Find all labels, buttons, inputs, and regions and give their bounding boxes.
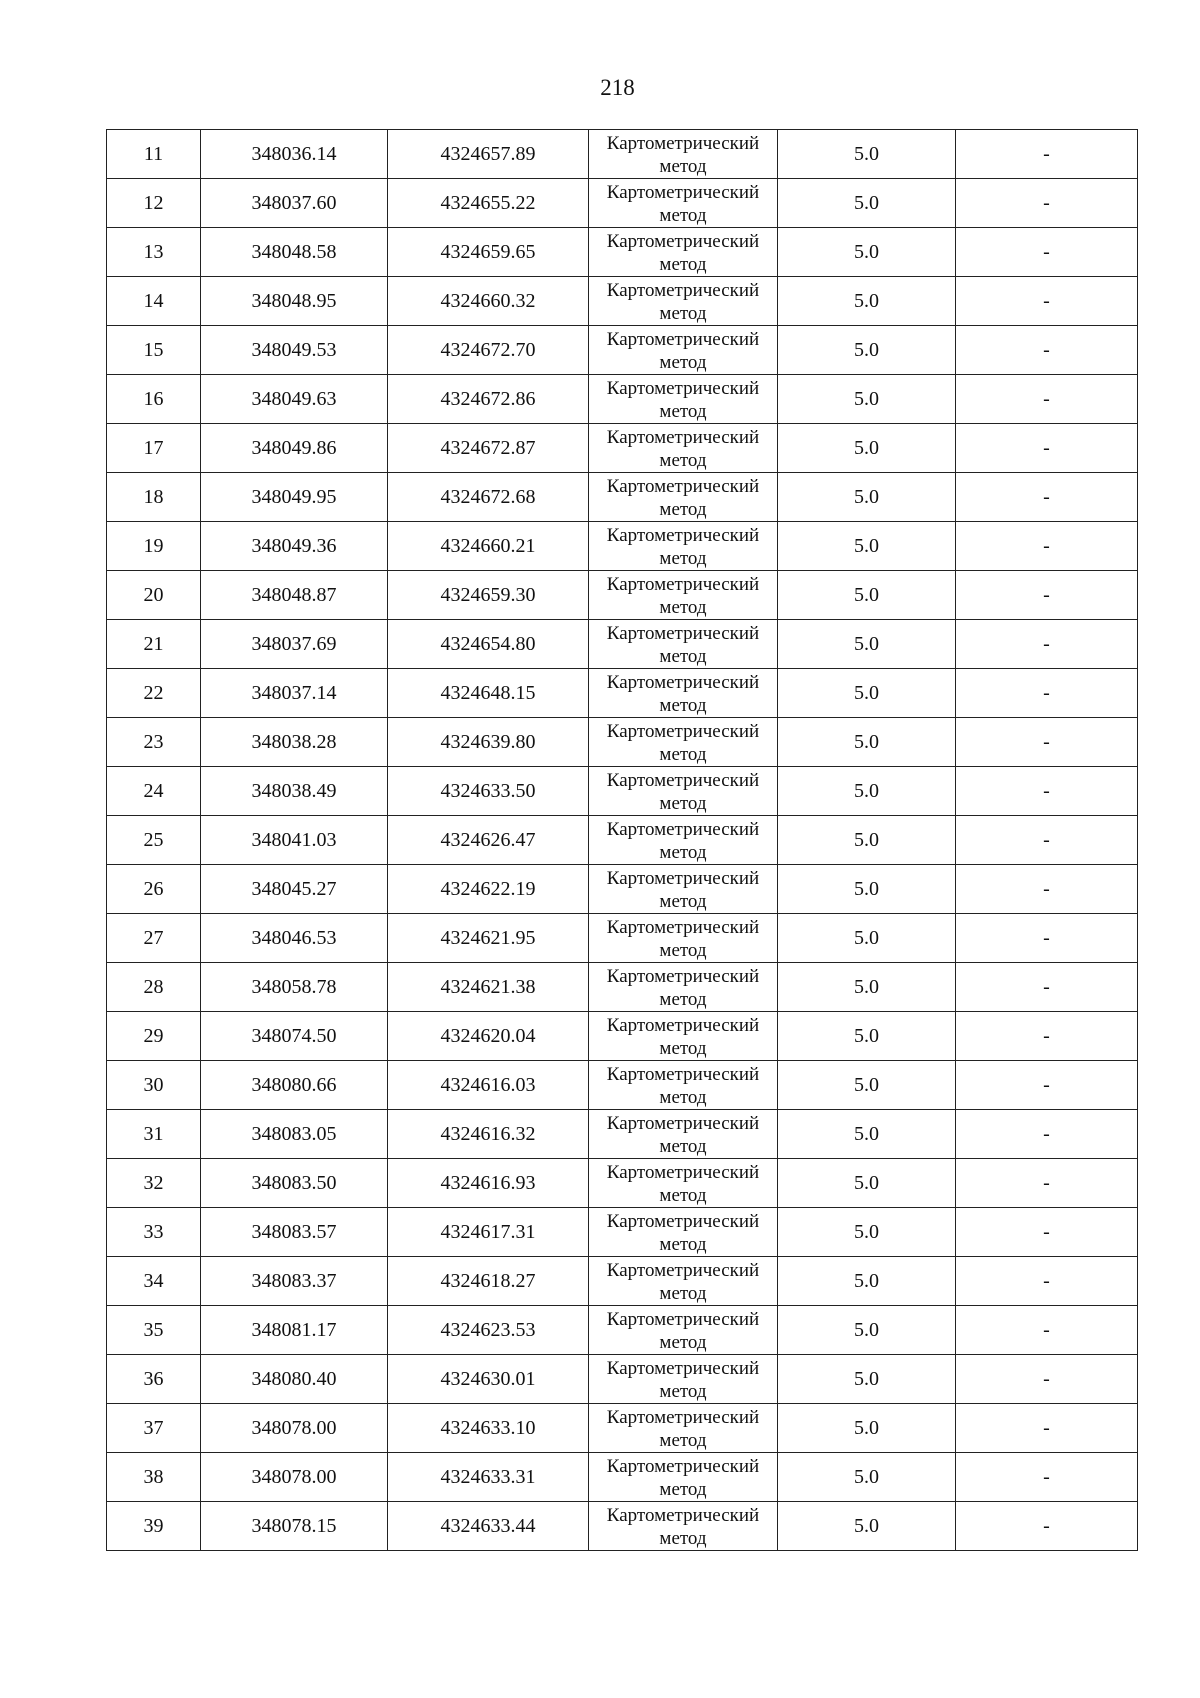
table-row — [107, 1208, 1138, 1257]
method-label-line2: метод — [659, 988, 707, 1010]
y-coordinate-cell: 4324633.31 — [388, 1453, 589, 1502]
method-label-line1: Картометрический — [606, 720, 760, 742]
x-coordinate-cell: 348080.66 — [201, 1061, 388, 1110]
table-row — [107, 1306, 1138, 1355]
y-coordinate-cell: 4324633.10 — [388, 1404, 589, 1453]
description-cell: - — [956, 571, 1138, 620]
y-coordinate-cell: 4324660.21 — [388, 522, 589, 571]
description-cell: - — [956, 1453, 1138, 1502]
description-cell: - — [956, 1257, 1138, 1306]
method-label-line2: метод — [659, 743, 707, 765]
description-cell: - — [956, 473, 1138, 522]
accuracy-cell: 5.0 — [778, 1012, 956, 1061]
description-cell: - — [956, 669, 1138, 718]
point-number-cell: 17 — [107, 424, 201, 473]
method-label-line1: Картометрический — [606, 1161, 760, 1183]
table-row — [107, 326, 1138, 375]
accuracy-cell: 5.0 — [778, 767, 956, 816]
method-label-line2: метод — [659, 498, 707, 520]
x-coordinate-cell: 348078.15 — [201, 1502, 388, 1551]
accuracy-cell: 5.0 — [778, 1404, 956, 1453]
y-coordinate-cell: 4324654.80 — [388, 620, 589, 669]
method-label-line2: метод — [659, 155, 707, 177]
method-label-line2: метод — [659, 1429, 707, 1451]
accuracy-cell: 5.0 — [778, 1502, 956, 1551]
method-cell — [589, 718, 778, 767]
x-coordinate-cell: 348080.40 — [201, 1355, 388, 1404]
table-row — [107, 1110, 1138, 1159]
point-number-cell: 13 — [107, 228, 201, 277]
description-cell: - — [956, 1306, 1138, 1355]
accuracy-cell: 5.0 — [778, 1159, 956, 1208]
point-number-cell: 14 — [107, 277, 201, 326]
x-coordinate-cell: 348049.63 — [201, 375, 388, 424]
point-number-cell: 19 — [107, 522, 201, 571]
accuracy-cell: 5.0 — [778, 669, 956, 718]
method-label-line1: Картометрический — [606, 1112, 760, 1134]
method-label-line1: Картометрический — [606, 475, 760, 497]
method-label-line1: Картометрический — [606, 328, 760, 350]
description-cell: - — [956, 1502, 1138, 1551]
y-coordinate-cell: 4324639.80 — [388, 718, 589, 767]
method-cell — [589, 1453, 778, 1502]
x-coordinate-cell: 348046.53 — [201, 914, 388, 963]
point-number-cell: 33 — [107, 1208, 201, 1257]
y-coordinate-cell: 4324616.93 — [388, 1159, 589, 1208]
description-cell: - — [956, 816, 1138, 865]
accuracy-cell: 5.0 — [778, 130, 956, 179]
accuracy-cell: 5.0 — [778, 424, 956, 473]
x-coordinate-cell: 348058.78 — [201, 963, 388, 1012]
table-row — [107, 963, 1138, 1012]
table-row — [107, 718, 1138, 767]
method-label-line1: Картометрический — [606, 279, 760, 301]
x-coordinate-cell: 348049.86 — [201, 424, 388, 473]
method-cell — [589, 473, 778, 522]
accuracy-cell: 5.0 — [778, 375, 956, 424]
method-cell — [589, 277, 778, 326]
y-coordinate-cell: 4324648.15 — [388, 669, 589, 718]
method-label-line1: Картометрический — [606, 230, 760, 252]
method-label-line1: Картометрический — [606, 377, 760, 399]
accuracy-cell: 5.0 — [778, 963, 956, 1012]
method-cell — [589, 179, 778, 228]
table-row — [107, 228, 1138, 277]
method-label-line2: метод — [659, 792, 707, 814]
x-coordinate-cell: 348083.57 — [201, 1208, 388, 1257]
y-coordinate-cell: 4324617.31 — [388, 1208, 589, 1257]
point-number-cell: 32 — [107, 1159, 201, 1208]
description-cell: - — [956, 1061, 1138, 1110]
description-cell: - — [956, 179, 1138, 228]
method-label-line2: метод — [659, 1478, 707, 1500]
method-cell — [589, 1012, 778, 1061]
description-cell: - — [956, 1012, 1138, 1061]
table-row — [107, 130, 1138, 179]
x-coordinate-cell: 348048.95 — [201, 277, 388, 326]
method-label-line1: Картометрический — [606, 132, 760, 154]
accuracy-cell: 5.0 — [778, 718, 956, 767]
method-label-line1: Картометрический — [606, 1210, 760, 1232]
method-label-line1: Картометрический — [606, 1406, 760, 1428]
accuracy-cell: 5.0 — [778, 1061, 956, 1110]
x-coordinate-cell: 348037.60 — [201, 179, 388, 228]
method-label-line1: Картометрический — [606, 818, 760, 840]
table-row — [107, 1012, 1138, 1061]
method-label-line2: метод — [659, 1086, 707, 1108]
method-cell — [589, 1502, 778, 1551]
y-coordinate-cell: 4324626.47 — [388, 816, 589, 865]
description-cell: - — [956, 914, 1138, 963]
point-number-cell: 26 — [107, 865, 201, 914]
point-number-cell: 16 — [107, 375, 201, 424]
method-cell — [589, 130, 778, 179]
method-cell — [589, 1404, 778, 1453]
method-cell — [589, 669, 778, 718]
method-label-line2: метод — [659, 1233, 707, 1255]
table-row — [107, 1159, 1138, 1208]
accuracy-cell: 5.0 — [778, 326, 956, 375]
accuracy-cell: 5.0 — [778, 620, 956, 669]
table-row — [107, 1404, 1138, 1453]
description-cell: - — [956, 1110, 1138, 1159]
y-coordinate-cell: 4324620.04 — [388, 1012, 589, 1061]
accuracy-cell: 5.0 — [778, 816, 956, 865]
description-cell: - — [956, 1208, 1138, 1257]
description-cell: - — [956, 522, 1138, 571]
table-row — [107, 473, 1138, 522]
y-coordinate-cell: 4324672.87 — [388, 424, 589, 473]
table-row — [107, 914, 1138, 963]
y-coordinate-cell: 4324622.19 — [388, 865, 589, 914]
method-label-line2: метод — [659, 1527, 707, 1549]
point-number-cell: 39 — [107, 1502, 201, 1551]
accuracy-cell: 5.0 — [778, 571, 956, 620]
table-row — [107, 816, 1138, 865]
description-cell: - — [956, 1159, 1138, 1208]
x-coordinate-cell: 348049.95 — [201, 473, 388, 522]
table-row — [107, 620, 1138, 669]
y-coordinate-cell: 4324672.70 — [388, 326, 589, 375]
point-number-cell: 24 — [107, 767, 201, 816]
accuracy-cell: 5.0 — [778, 1306, 956, 1355]
method-label-line2: метод — [659, 890, 707, 912]
y-coordinate-cell: 4324633.50 — [388, 767, 589, 816]
point-number-cell: 18 — [107, 473, 201, 522]
point-number-cell: 20 — [107, 571, 201, 620]
description-cell: - — [956, 228, 1138, 277]
accuracy-cell: 5.0 — [778, 1110, 956, 1159]
table-row — [107, 767, 1138, 816]
method-label-line2: метод — [659, 1037, 707, 1059]
method-label-line1: Картометрический — [606, 622, 760, 644]
description-cell: - — [956, 963, 1138, 1012]
method-label-line1: Картометрический — [606, 1455, 760, 1477]
point-number-cell: 34 — [107, 1257, 201, 1306]
x-coordinate-cell: 348048.58 — [201, 228, 388, 277]
description-cell: - — [956, 326, 1138, 375]
method-label-line1: Картометрический — [606, 1014, 760, 1036]
method-label-line2: метод — [659, 1331, 707, 1353]
method-cell — [589, 1061, 778, 1110]
method-label-line2: метод — [659, 841, 707, 863]
description-cell: - — [956, 130, 1138, 179]
coordinates-table-body — [107, 130, 1138, 1551]
method-label-line1: Картометрический — [606, 426, 760, 448]
accuracy-cell: 5.0 — [778, 914, 956, 963]
x-coordinate-cell: 348074.50 — [201, 1012, 388, 1061]
method-label-line1: Картометрический — [606, 1504, 760, 1526]
x-coordinate-cell: 348049.53 — [201, 326, 388, 375]
y-coordinate-cell: 4324659.65 — [388, 228, 589, 277]
table-row — [107, 424, 1138, 473]
method-cell — [589, 571, 778, 620]
description-cell: - — [956, 620, 1138, 669]
x-coordinate-cell: 348078.00 — [201, 1453, 388, 1502]
method-cell — [589, 375, 778, 424]
x-coordinate-cell: 348081.17 — [201, 1306, 388, 1355]
method-label-line1: Картометрический — [606, 524, 760, 546]
method-cell — [589, 1208, 778, 1257]
y-coordinate-cell: 4324618.27 — [388, 1257, 589, 1306]
description-cell: - — [956, 1404, 1138, 1453]
y-coordinate-cell: 4324659.30 — [388, 571, 589, 620]
method-label-line2: метод — [659, 351, 707, 373]
page-number: 218 — [600, 75, 635, 100]
description-cell: - — [956, 767, 1138, 816]
table-row — [107, 179, 1138, 228]
y-coordinate-cell: 4324616.32 — [388, 1110, 589, 1159]
method-label-line1: Картометрический — [606, 671, 760, 693]
point-number-cell: 23 — [107, 718, 201, 767]
x-coordinate-cell: 348037.69 — [201, 620, 388, 669]
y-coordinate-cell: 4324623.53 — [388, 1306, 589, 1355]
x-coordinate-cell: 348049.36 — [201, 522, 388, 571]
x-coordinate-cell: 348048.87 — [201, 571, 388, 620]
y-coordinate-cell: 4324616.03 — [388, 1061, 589, 1110]
point-number-cell: 27 — [107, 914, 201, 963]
method-label-line1: Картометрический — [606, 1308, 760, 1330]
method-cell — [589, 228, 778, 277]
point-number-cell: 11 — [107, 130, 201, 179]
method-cell — [589, 1110, 778, 1159]
y-coordinate-cell: 4324672.86 — [388, 375, 589, 424]
point-number-cell: 30 — [107, 1061, 201, 1110]
x-coordinate-cell: 348045.27 — [201, 865, 388, 914]
accuracy-cell: 5.0 — [778, 277, 956, 326]
method-label-line1: Картометрический — [606, 181, 760, 203]
method-cell — [589, 326, 778, 375]
point-number-cell: 28 — [107, 963, 201, 1012]
method-cell — [589, 914, 778, 963]
coordinates-table — [106, 129, 1138, 1551]
x-coordinate-cell: 348036.14 — [201, 130, 388, 179]
y-coordinate-cell: 4324672.68 — [388, 473, 589, 522]
x-coordinate-cell: 348083.50 — [201, 1159, 388, 1208]
method-label-line2: метод — [659, 694, 707, 716]
table-row — [107, 669, 1138, 718]
method-label-line1: Картометрический — [606, 769, 760, 791]
method-cell — [589, 865, 778, 914]
method-cell — [589, 963, 778, 1012]
y-coordinate-cell: 4324621.95 — [388, 914, 589, 963]
table-row — [107, 1453, 1138, 1502]
description-cell: - — [956, 718, 1138, 767]
x-coordinate-cell: 348037.14 — [201, 669, 388, 718]
method-label-line2: метод — [659, 302, 707, 324]
point-number-cell: 31 — [107, 1110, 201, 1159]
y-coordinate-cell: 4324621.38 — [388, 963, 589, 1012]
point-number-cell: 29 — [107, 1012, 201, 1061]
accuracy-cell: 5.0 — [778, 1355, 956, 1404]
method-label-line2: метод — [659, 547, 707, 569]
table-row — [107, 522, 1138, 571]
method-label-line2: метод — [659, 596, 707, 618]
method-label-line2: метод — [659, 645, 707, 667]
point-number-cell: 36 — [107, 1355, 201, 1404]
accuracy-cell: 5.0 — [778, 865, 956, 914]
table-row — [107, 1061, 1138, 1110]
method-label-line1: Картометрический — [606, 1259, 760, 1281]
accuracy-cell: 5.0 — [778, 473, 956, 522]
method-label-line2: метод — [659, 449, 707, 471]
point-number-cell: 38 — [107, 1453, 201, 1502]
x-coordinate-cell: 348038.49 — [201, 767, 388, 816]
method-label-line2: метод — [659, 1380, 707, 1402]
method-label-line1: Картометрический — [606, 573, 760, 595]
point-number-cell: 37 — [107, 1404, 201, 1453]
table-row — [107, 865, 1138, 914]
accuracy-cell: 5.0 — [778, 228, 956, 277]
x-coordinate-cell: 348038.28 — [201, 718, 388, 767]
x-coordinate-cell: 348041.03 — [201, 816, 388, 865]
method-label-line2: метод — [659, 939, 707, 961]
table-row — [107, 375, 1138, 424]
method-label-line2: метод — [659, 1282, 707, 1304]
method-label-line1: Картометрический — [606, 1063, 760, 1085]
point-number-cell: 12 — [107, 179, 201, 228]
y-coordinate-cell: 4324633.44 — [388, 1502, 589, 1551]
method-label-line2: метод — [659, 204, 707, 226]
method-label-line2: метод — [659, 400, 707, 422]
y-coordinate-cell: 4324660.32 — [388, 277, 589, 326]
accuracy-cell: 5.0 — [778, 522, 956, 571]
method-cell — [589, 1257, 778, 1306]
method-label-line2: метод — [659, 253, 707, 275]
method-label-line2: метод — [659, 1184, 707, 1206]
accuracy-cell: 5.0 — [778, 1208, 956, 1257]
description-cell: - — [956, 277, 1138, 326]
point-number-cell: 21 — [107, 620, 201, 669]
point-number-cell: 22 — [107, 669, 201, 718]
method-cell — [589, 767, 778, 816]
table-row — [107, 1355, 1138, 1404]
x-coordinate-cell: 348083.05 — [201, 1110, 388, 1159]
method-label-line2: метод — [659, 1135, 707, 1157]
method-cell — [589, 1355, 778, 1404]
description-cell: - — [956, 375, 1138, 424]
point-number-cell: 15 — [107, 326, 201, 375]
method-label-line1: Картометрический — [606, 867, 760, 889]
method-label-line1: Картометрический — [606, 1357, 760, 1379]
x-coordinate-cell: 348083.37 — [201, 1257, 388, 1306]
method-cell — [589, 424, 778, 473]
table-row — [107, 277, 1138, 326]
description-cell: - — [956, 865, 1138, 914]
method-label-line1: Картометрический — [606, 965, 760, 987]
table-row — [107, 1502, 1138, 1551]
table-row — [107, 571, 1138, 620]
point-number-cell: 35 — [107, 1306, 201, 1355]
method-cell — [589, 816, 778, 865]
description-cell: - — [956, 1355, 1138, 1404]
method-cell — [589, 522, 778, 571]
y-coordinate-cell: 4324657.89 — [388, 130, 589, 179]
table-row — [107, 1257, 1138, 1306]
method-cell — [589, 620, 778, 669]
method-cell — [589, 1159, 778, 1208]
y-coordinate-cell: 4324630.01 — [388, 1355, 589, 1404]
accuracy-cell: 5.0 — [778, 1453, 956, 1502]
description-cell: - — [956, 424, 1138, 473]
accuracy-cell: 5.0 — [778, 1257, 956, 1306]
point-number-cell: 25 — [107, 816, 201, 865]
accuracy-cell: 5.0 — [778, 179, 956, 228]
method-label-line1: Картометрический — [606, 916, 760, 938]
method-cell — [589, 1306, 778, 1355]
x-coordinate-cell: 348078.00 — [201, 1404, 388, 1453]
y-coordinate-cell: 4324655.22 — [388, 179, 589, 228]
